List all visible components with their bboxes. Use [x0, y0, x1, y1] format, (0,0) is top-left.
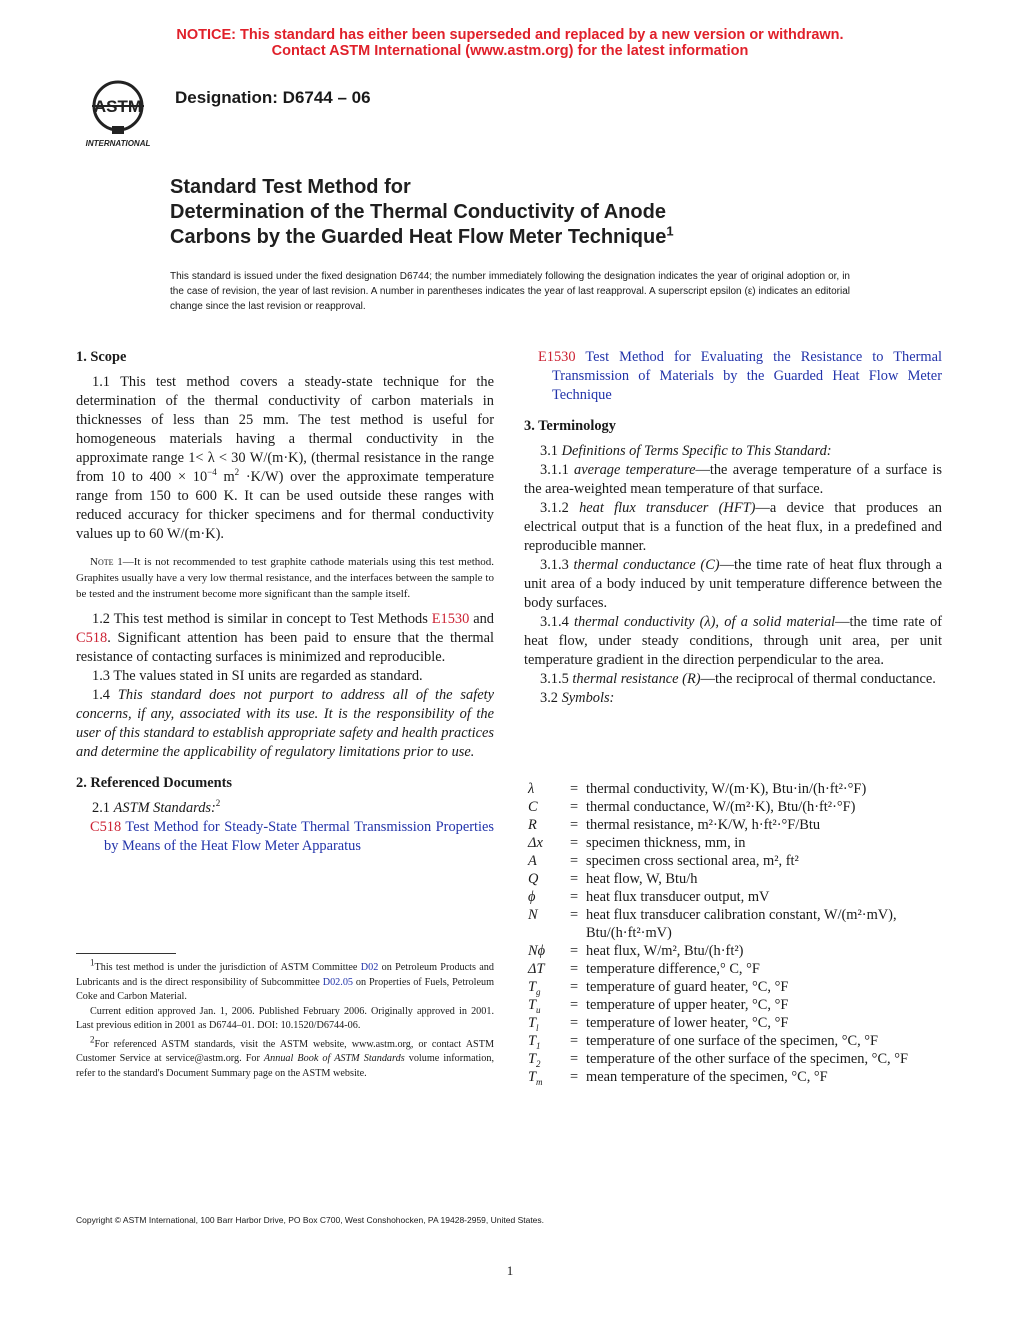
scope-1-4: 1.4 This standard does not purport to address all of the safety concerns, if any, associated with its use. It is the responsibility of the user of this standard to establish appropriate safety and health practices and determine the applicability of regulatory limitations prior to use. — [76, 687, 494, 760]
symbol-row: ΔT = temperature difference,° C, °F — [528, 960, 940, 978]
terminology-3-1: 3.1 Definitions of Terms Specific to This Standard: — [540, 443, 832, 459]
symbol: $T_u$ — [528, 997, 541, 1015]
reference-e1530 — [524, 348, 942, 405]
def-3-1-4: 3.1.4 thermal conductivity (λ), of a solid material—the time rate of heat flow, under steady conditions, through unit area, per unit temperature gradient in the direction perpendicular to the area. — [524, 614, 942, 668]
symbol-row: A = specimen cross sectional area, m², ft² — [528, 852, 940, 870]
symbols-list — [528, 780, 940, 1086]
reference-c518 — [76, 818, 494, 856]
designation: Designation: D6744 – 06 — [175, 88, 371, 107]
symbol: Nϕ — [528, 943, 546, 959]
symbol: $T_l$ — [528, 1015, 539, 1033]
def-3-1-2: 3.1.2 heat flux transducer (HFT)—a device that produces an electrical output that is a function of the heat flux, in a predefined and reproducible manner. — [524, 500, 942, 554]
symbol: Q — [528, 871, 539, 887]
ref-title-e1530[interactable]: Test Method for Evaluating the Resistance to Thermal Transmission of Materials by the Guarded Heat Flow Meter Technique — [552, 349, 943, 403]
symbol-row: $T_g$ = temperature of guard heater, °C, °F — [528, 978, 940, 996]
symbol: ϕ — [528, 889, 536, 905]
section-2-heading: 2. Referenced Documents — [76, 775, 232, 791]
symbol-row: ϕ = heat flux transducer output, mV — [528, 888, 940, 906]
scope-1-3: 1.3 The values stated in SI units are regarded as standard. — [92, 668, 423, 684]
note-1: Note 1—It is not recommended to test graphite cathode materials using this test method. Graphites usually have a very low thermal resistance, and the interfaces between the sample to be tested and the instrument become more significant than the sample itself. — [76, 556, 495, 600]
symbol-description: heat flux transducer output, mV — [586, 889, 770, 905]
symbol-description: heat flux transducer calibration constant, W/(m²·mV), Btu/(h·ft²·mV) — [586, 907, 897, 941]
title-footnote-mark: 1 — [666, 223, 674, 239]
ref-title-c518[interactable]: Test Method for Steady-State Thermal Transmission Properties by Means of the Heat Flow Meter Apparatus — [104, 819, 495, 854]
symbol-description: temperature of the other surface of the specimen, °C, °F — [586, 1051, 908, 1067]
symbol-row: R = thermal resistance, m²·K/W, h·ft²·°F/Btu — [528, 816, 940, 834]
footnote-rule — [76, 953, 176, 954]
symbol-row: Nϕ = heat flux, W/m², Btu/(h·ft²) — [528, 942, 940, 960]
symbol: $T_1$ — [528, 1033, 541, 1051]
right-column — [524, 348, 942, 708]
symbols-3-2: 3.2 Symbols: — [540, 690, 615, 706]
symbol-description: thermal conductance, W/(m²·K), Btu/(h·ft²·°F) — [586, 799, 856, 815]
document-title — [170, 175, 850, 250]
symbol-description: specimen cross sectional area, m², ft² — [586, 853, 799, 869]
link-d02-05[interactable]: D02.05 — [322, 976, 354, 988]
scope-1-1: 1.1 This test method covers a steady-state technique for the determination of the thermal conductivity of carbon materials in thicknesses of less than 25 mm. The test method is useful for homogeneous materials having a thermal conductivity in the approximate range 1< λ < 30 W/(m·K), (thermal resistance in the range from 10 to $400 \times 10^{-4}$ $m^2 \cdot K/W$) over the approximate temperature range from 150 to 600 K. It can be used outside these ranges with reduced accuracy for thicker specimens and for thermal conductivity values up to 60 W/(m·K). — [76, 374, 495, 542]
section-1-heading: 1. Scope — [76, 349, 127, 365]
footnotes: $^1$This test method is under the jurisdiction of ASTM Committee D02 on Petroleum Products and Lubricants and is the direct responsibility of Subcommittee D02.05 on Properties of Fuels, Petroleum Coke and Carbon Material. Current edition approved Jan. 1, 2006. Published February 2006. Originally approved in 2001. Last previous edition in 2001 as D6744–01. DOI: 10.1520/D6744-06. $^2$For referenced ASTM standards, visit the ASTM website, www.astm.org, or contact ASTM Customer Service at service@astm.org. For Annual Book of ASTM Standards volume information, refer to the standard's Document Summary page on the ASTM website. — [76, 957, 495, 1079]
page-number: 1 — [506, 1263, 514, 1278]
symbol-description: specimen thickness, mm, in — [586, 835, 746, 851]
logo-subtext: INTERNATIONAL — [85, 139, 151, 148]
symbol: $T_m$ — [528, 1069, 543, 1087]
symbol-description: heat flux, W/m², Btu/(h·ft²) — [586, 943, 744, 959]
symbol: $T_2$ — [528, 1051, 541, 1069]
symbol-description: temperature of upper heater, °C, °F — [586, 997, 789, 1013]
symbol-description: temperature of lower heater, °C, °F — [586, 1015, 789, 1031]
section-3-heading: 3. Terminology — [524, 418, 616, 434]
symbol: ΔT — [528, 961, 545, 977]
symbol-row: λ = thermal conductivity, W/(m·K), Btu·in/(h·ft²·°F) — [528, 780, 940, 798]
def-3-1-5: 3.1.5 thermal resistance (R)—the reciprocal of thermal conductance. — [540, 671, 936, 687]
symbol-description: thermal resistance, m²·K/W, h·ft²·°F/Btu — [586, 817, 821, 833]
symbol-row: C = thermal conductance, W/(m²·K), Btu/(h·ft²·°F) — [528, 798, 940, 816]
symbol-row: $T_u$ = temperature of upper heater, °C, °F — [528, 996, 940, 1014]
symbol: λ — [528, 781, 535, 797]
symbol: $T_g$ — [528, 979, 541, 997]
symbol-description: mean temperature of the specimen, °C, °F — [586, 1069, 828, 1085]
symbol-description: temperature of one surface of the specimen, °C, °F — [586, 1033, 879, 1049]
notice-line-1: NOTICE: This standard has either been superseded and replaced by a new version or withdrawn. — [176, 27, 844, 43]
logo-text: ASTM — [93, 97, 143, 116]
link-c518[interactable]: C518 — [76, 630, 108, 646]
symbol-row: $T_2$ = temperature of the other surface of the specimen, °C, °F — [528, 1050, 940, 1068]
ref-code-c518[interactable]: C518 — [90, 819, 122, 835]
symbol: A — [528, 853, 537, 869]
link-d02[interactable]: D02 — [360, 962, 379, 973]
link-e1530[interactable]: E1530 — [431, 611, 470, 627]
symbol-description: temperature of guard heater, °C, °F — [586, 979, 789, 995]
def-3-1-1: 3.1.1 average temperature—the average temperature of a surface is the area-weighted mean temperature of that surface. — [524, 462, 942, 497]
symbol: R — [528, 817, 537, 833]
symbol-row: Q = heat flow, W, Btu/h — [528, 870, 940, 888]
symbol-description: thermal conductivity, W/(m·K), Btu·in/(h·ft²·°F) — [586, 781, 867, 797]
symbol: C — [528, 799, 538, 815]
astm-standards-subheading: 2.1 ASTM Standards:$^2$ — [92, 798, 221, 816]
symbol-description: heat flow, W, Btu/h — [586, 871, 698, 887]
astm-logo — [74, 74, 162, 150]
notice-line-2: Contact ASTM International (www.astm.org) for the latest information — [271, 43, 749, 59]
symbol: N — [528, 907, 538, 923]
preamble: This standard is issued under the fixed designation D6744; the number immediately following the designation indicates the year of original adoption or, in the case of revision, the year of last revision. A number in parentheses indicates the year of last reapproval. A superscript epsilon (ε) indicates an editorial change since the last revision or reapproval. — [170, 271, 850, 312]
symbol-description: temperature difference,° C, °F — [586, 961, 760, 977]
symbol-row: N = heat flux transducer calibration constant, W/(m²·mV), Btu/(h·ft²·mV) — [528, 906, 940, 942]
scope-1-2: 1.2 This test method is similar in concept to Test Methods E1530 and C518. Significant attention has been paid to ensure that the thermal resistance of contacting surfaces is minimized and reproducible. — [76, 611, 494, 665]
ref-code-e1530[interactable]: E1530 — [538, 349, 576, 365]
def-3-1-3: 3.1.3 thermal conductance (C)—the time rate of heat flux through a unit area of a body induced by unit temperature difference between the body surfaces. — [524, 557, 942, 611]
symbol-row: $T_1$ = temperature of one surface of the specimen, °C, °F — [528, 1032, 940, 1050]
title-line-1: Standard Test Method for — [170, 176, 411, 198]
copyright: Copyright © ASTM International, 100 Barr Harbor Drive, PO Box C700, West Conshohocken, PA 19428-2959, United States. — [76, 1215, 545, 1225]
title-line-2: Determination of the Thermal Conductivity of Anode — [170, 201, 666, 223]
title-line-3: Carbons by the Guarded Heat Flow Meter Technique — [170, 226, 667, 248]
left-column — [76, 348, 494, 856]
symbol-row: $T_l$ = temperature of lower heater, °C, °F — [528, 1014, 940, 1032]
symbol-row: Δx = specimen thickness, mm, in — [528, 834, 940, 852]
symbol-row: $T_m$ = mean temperature of the specimen, °C, °F — [528, 1068, 940, 1086]
symbol: Δx — [528, 835, 543, 851]
